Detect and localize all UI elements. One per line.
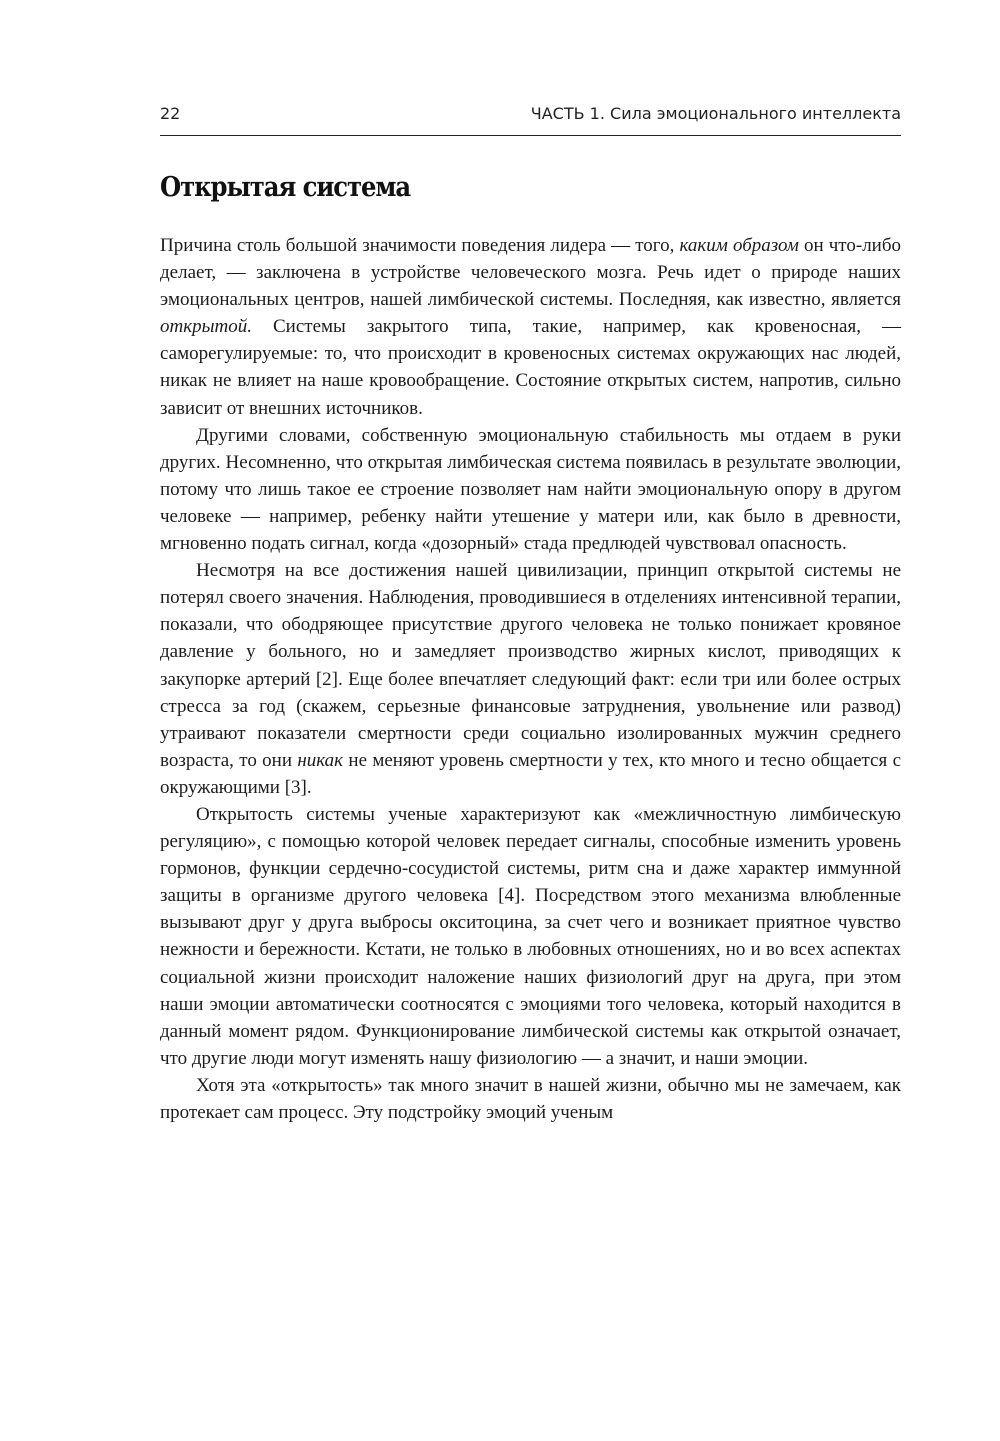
paragraph-3: [160, 557, 901, 801]
section-title: Открытая система: [160, 172, 411, 203]
paragraph-1: [160, 232, 901, 422]
paragraph-1-emphasis-a: каким образом: [679, 235, 799, 256]
running-header: [160, 100, 901, 130]
paragraph-3-emphasis: никак: [297, 749, 344, 771]
paragraph-3-text-a: Несмотря на все достижения нашей цивилизации, принцип открытой системы не потерял своего значения. Наблюдения, проводившиеся в отделениях интенсивной терапии, показали, что ободряющее присутствие другого человека не только понижает кровяное давление у больного, но и замедляет производство жирных кислот, приводящих к закупорке артерий [2]. Еще более впечатляет следующий факт: если три или более острых стресса за год (скажем, серьезные финансовые затруднения, увольнение или развод) утраивают показатели смертности среди социально изолированных мужчин среднего возраста, то они: [160, 560, 901, 771]
paragraph-3-text-b: не меняют уровень смертности у тех, кто много и тесно общается с окружающими [3].: [160, 749, 902, 798]
paragraph-1-text-a: Причина столь большой значимости поведения лидера — того,: [160, 235, 680, 256]
paragraph-1-text-b: он что-либо делает, — заключена в устройстве человеческого мозга. Речь идет о природе наших эмоциональных центров, нашей лимбической системы. Последняя, как известно, является: [160, 235, 902, 311]
header-rule: [160, 135, 901, 136]
running-title: ЧАСТЬ 1. Сила эмоционального интеллекта: [530, 104, 901, 123]
paragraph-1-text-c: Системы закрытого типа, такие, например, как кровеносная, — саморегулируемые: то, что происходит в кровеносных системах окружающих нас людей, никак не влияет на наше кровообращение. Состояние открытых систем, напротив, сильно зависит от внешних источников.: [160, 316, 901, 419]
paragraph-1-emphasis-b: открытой.: [160, 316, 252, 338]
paragraph-4: Открытость системы ученые характеризуют как «межличностную лимбическую регуляцию», с помощью которой человек передает сигналы, способные изменить уровень гормонов, функции сердечно-сосудистой системы, ритм сна и даже характер иммунной защиты в организме другого человека [4]. Посредством этого механизма влюбленные вызывают друг у друга выбросы окситоцина, за счет чего и возникает приятное чувство нежности и бережности. Кстати, не только в любовных отношениях, но и во всех аспектах социальной жизни происходит наложение наших физиологий друг на друга, при этом наши эмоции автоматически соотносятся с эмоциями того человека, который находится в данный момент рядом. Функционирование лимбической системы как открытой означает, что другие люди могут изменять нашу физиологию — а значит, и наши эмоции.: [160, 803, 901, 1069]
page-number: 22: [160, 104, 181, 123]
paragraph-5: Хотя эта «открытость» так много значит в нашей жизни, обычно мы не замечаем, как протекает сам процесс. Эту подстройку эмоций ученым: [160, 1074, 901, 1123]
paragraph-2: Другими словами, собственную эмоциональную стабильность мы отдаем в руки других. Несомненно, что открытая лимбическая система появилась в результате эволюции, потому что лишь такое ее строение позволяет нам найти эмоциональную опору в другом человеке — например, ребенку найти утешение у матери или, как было в древности, мгновенно подать сигнал, когда «дозорный» стада предлюдей чувствовал опасность.: [160, 424, 901, 555]
body-text: [160, 232, 901, 1126]
